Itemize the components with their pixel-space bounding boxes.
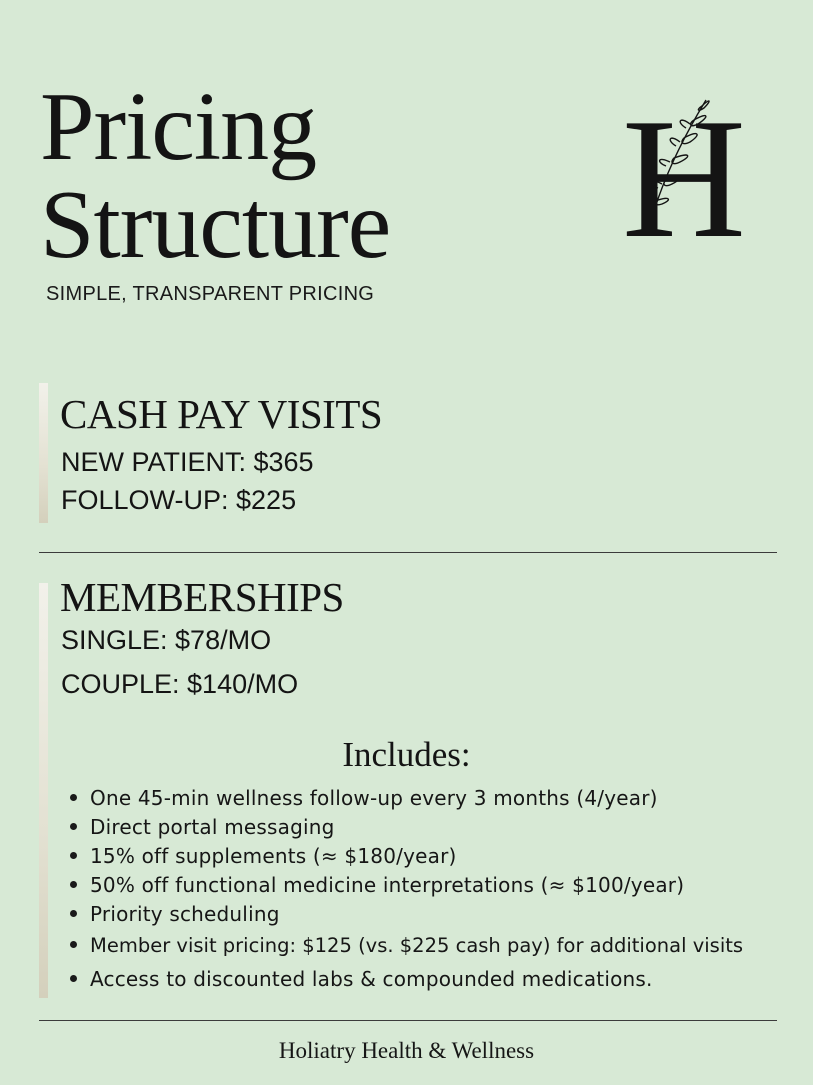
includes-heading: Includes: — [342, 735, 471, 774]
benefit-text: 15% off supplements (≈ $180/year) — [90, 844, 457, 868]
benefit-text: 50% off functional medicine interpretations (≈ $100/year) — [90, 873, 685, 897]
benefit-text: Access to discounted labs & compounded medications. — [90, 967, 653, 991]
list-item — [70, 902, 280, 926]
footer-brand: Holiatry Health & Wellness — [278, 1038, 535, 1063]
logo-letter — [622, 96, 746, 246]
cash-pay-heading: CASH PAY VISITS — [60, 391, 383, 437]
benefit-text: Member visit pricing: $125 (vs. $225 cash pay) for additional visits — [90, 934, 744, 957]
bullet-icon — [70, 794, 77, 801]
bullet-icon — [70, 910, 77, 917]
page-subtitle: SIMPLE, TRANSPARENT PRICING — [46, 283, 375, 305]
benefit-text: Direct portal messaging — [90, 815, 335, 839]
single-membership-price: SINGLE: $78/MO — [61, 625, 272, 655]
new-patient-price: NEW PATIENT: $365 — [61, 447, 314, 477]
memberships-heading: MEMBERSHIPS — [60, 574, 344, 620]
bullet-icon — [70, 823, 77, 830]
bullet-icon — [70, 975, 77, 982]
list-item — [70, 844, 457, 868]
bullet-icon — [70, 881, 77, 888]
bullet-icon — [70, 941, 77, 948]
section-divider — [39, 552, 777, 553]
title-line-2: Structure — [40, 171, 391, 279]
svg-text:H: H — [621, 96, 747, 246]
title-line-1: Pricing — [40, 73, 317, 181]
page-title — [40, 73, 391, 279]
couple-membership-price: COUPLE: $140/MO — [61, 669, 299, 699]
footer-divider — [39, 1020, 777, 1021]
bullet-icon — [70, 852, 77, 859]
list-item — [70, 786, 658, 810]
logo — [614, 96, 754, 246]
list-item — [70, 934, 743, 957]
benefit-text: One 45-min wellness follow-up every 3 months (4/year) — [90, 786, 658, 810]
follow-up-price: FOLLOW-UP: $225 — [61, 485, 297, 515]
memberships-accent-bar — [39, 583, 48, 998]
benefit-text: Priority scheduling — [90, 902, 280, 926]
list-item — [70, 967, 653, 991]
list-item — [70, 815, 335, 839]
list-item — [70, 873, 684, 897]
cash-pay-accent-bar — [39, 383, 48, 523]
